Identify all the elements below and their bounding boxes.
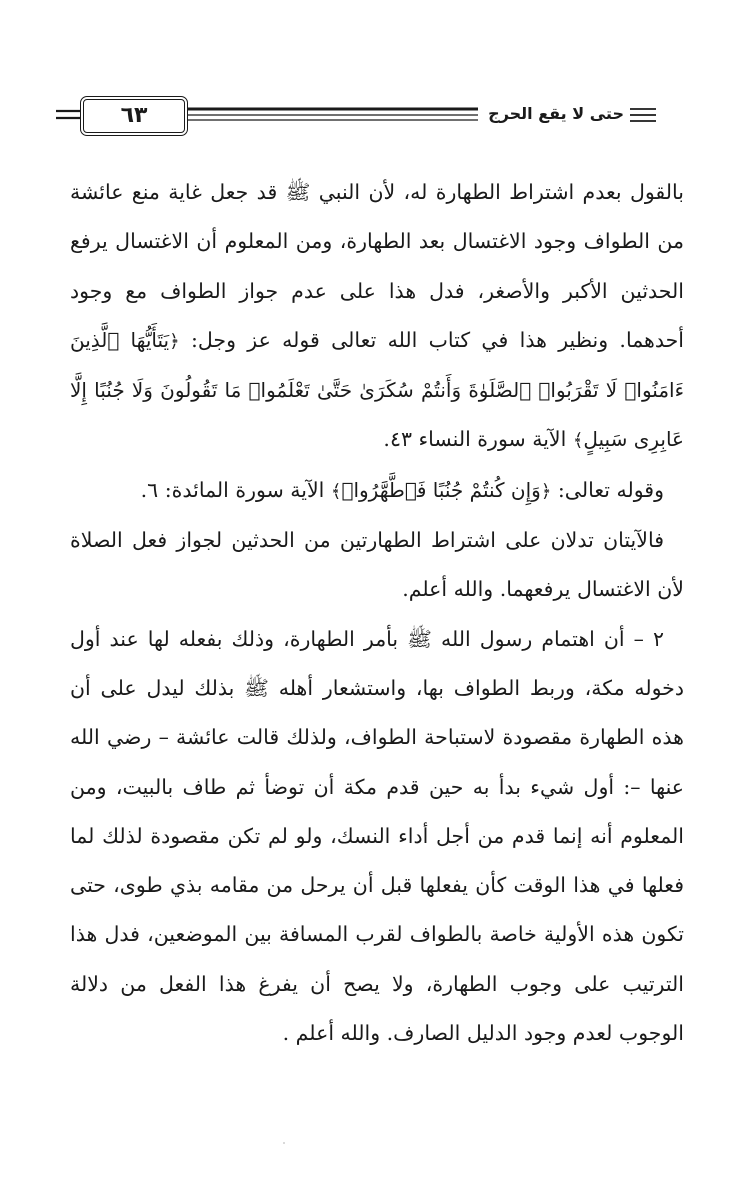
body-text: [70, 168, 684, 1058]
verse-reference-maida: الآية سورة المائدة: ٦.: [140, 477, 331, 502]
page-number-box: [80, 96, 188, 136]
paragraph-4: ٢ – أن اهتمام رسول الله ﷺ بأمر الطهارة، وذلك بفعله لها عند أول دخوله مكة، وربط الطواف بها، واستشعار أهله ﷺ بذلك ليدل على أن هذه الطهارة مقصودة لاستباحة الطواف، ولذلك قالت عائشة – رضي الله عنها –: أول شيء بدأ به حين قدم مكة أن توضأ ثم طاف بالبيت، ومن المعلوم أنه إنما قدم من أجل أداء النسك، ولو لم تكن مقصودة لذلك لما فعلها في هذا الوقت كأن يفعلها قبل أن يرحل من مقامه بذي طوى، حتى تكون هذه الأولية خاصة بالطواف لقرب المسافة بين الموضعين، فدل هذا الترتيب على وجوب الطهارة، ولا يصح أن يفرغ هذا الفعل من دلالة الوجوب لعدم وجود الدليل الصارف. والله أعلم .: [70, 626, 684, 1046]
quran-brace-close-2: ﴾: [330, 480, 342, 502]
scan-speck: [283, 1142, 285, 1144]
paragraph-2: [70, 466, 684, 516]
paragraph-2-text: وقوله تعالى:: [551, 477, 664, 502]
quran-verse-maida: وَإِن كُنتُمْ جُنُبًا فَٱطَّهَّرُوا۟: [341, 477, 541, 502]
paragraph-1-text: بالقول بعدم اشتراط الطهارة له، لأن النبي ﷺ قد جعل غاية منع عائشة من الطواف وجود الاغتسال بعد الطهارة، ومن المعلوم أن الاغتسال يرفع الحدثين الأكبر والأصغر، فدل هذا على عدم جواز الطواف مع وجود أحدهما. ونظير هذا في كتاب الله تعالى قوله عز وجل:: [70, 180, 684, 352]
paragraph-1: [70, 168, 684, 466]
quran-verse-nisa: يَتَأَيُّهَا ٱلَّذِينَ ءَامَنُوا۟ لَا تَقْرَبُوا۟ ٱلصَّلَوٰةَ وَأَنتُمْ سُكَرَىٰ حَتَّىٰ تَعْلَمُوا۟ مَا تَقُولُونَ وَلَا جُنُبًا إِلَّا عَابِرِى سَبِيلٍ: [70, 327, 684, 452]
page-number: ٦٣: [120, 103, 148, 128]
running-header: [56, 96, 656, 136]
quran-brace-open-2: ﴿: [540, 480, 552, 502]
quran-brace-open: ﴿: [169, 330, 180, 352]
verse-reference-nisa: الآية سورة النساء ٤٣.: [383, 427, 573, 452]
paragraph-3: فالآيتان تدلان على اشتراط الطهارتين من الحدثين لجواز فعل الصلاة لأن الاغتسال يرفعهما. والله أعلم.: [70, 528, 684, 602]
running-title: حتى لا يقع الحرج: [488, 104, 624, 123]
quran-brace-close: ﴾: [572, 430, 584, 452]
